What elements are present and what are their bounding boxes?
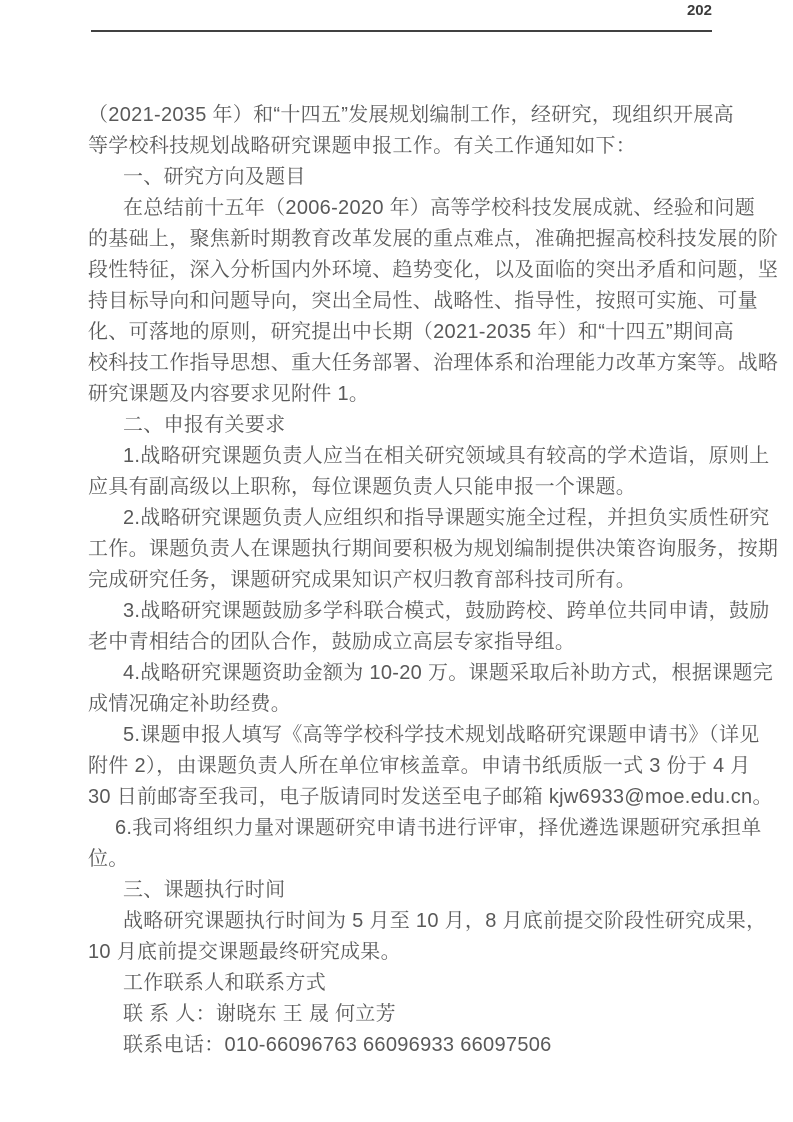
section-heading-1: 一、研究方向及题目 xyxy=(123,166,306,188)
contact-section-heading: 工作联系人和联系方式 xyxy=(123,972,326,994)
document-body xyxy=(88,100,779,1061)
body-line: 3.战略研究课题鼓励多学科联合模式，鼓励跨校、跨单位共同申请，鼓励 xyxy=(123,600,770,622)
body-line: 完成研究任务，课题研究成果知识产权归教育部科技司所有。 xyxy=(88,569,637,591)
contact-names-line: 联 系 人：谢晓东 王 晟 何立芳 xyxy=(123,1003,396,1025)
body-line: 应具有副高级以上职称，每位课题负责人只能申报一个课题。 xyxy=(88,476,637,498)
header-rule xyxy=(91,30,712,32)
body-line: 研究课题及内容要求见附件 1。 xyxy=(88,383,370,405)
body-line: 化、可落地的原则，研究提出中长期（2021-2035 年）和“十四五”期间高 xyxy=(88,321,734,343)
body-line: 6.我司将组织力量对课题研究申请书进行评审，择优遴选课题研究承担单 xyxy=(115,817,762,839)
contact-phone-line: 联系电话：010-66096763 66096933 66097506 xyxy=(123,1034,552,1056)
body-line: （2021-2035 年）和“十四五”发展规划编制工作，经研究，现组织开展高 xyxy=(88,104,734,126)
body-line: 成情况确定补助经费。 xyxy=(88,693,291,715)
page-number: 202 xyxy=(686,2,712,19)
body-line: 老中青相结合的团队合作，鼓励成立高层专家指导组。 xyxy=(88,631,576,653)
body-line: 1.战略研究课题负责人应当在相关研究领域具有较高的学术造诣，原则上 xyxy=(123,445,770,467)
body-line: 位。 xyxy=(88,848,129,870)
body-line: 工作。课题负责人在课题执行期间要积极为规划编制提供决策咨询服务，按期 xyxy=(88,538,779,560)
body-line: 在总结前十五年（2006-2020 年）高等学校科技发展成就、经验和问题 xyxy=(123,197,756,219)
body-line: 的基础上，聚焦新时期教育改革发展的重点难点，准确把握高校科技发展的阶 xyxy=(88,228,779,250)
body-line: 段性特征，深入分析国内外环境、趋势变化，以及面临的突出矛盾和问题，坚 xyxy=(88,259,779,281)
body-line: 附件 2），由课题负责人所在单位审核盖章。申请书纸质版一式 3 份于 4 月 xyxy=(88,755,751,777)
section-heading-3: 三、课题执行时间 xyxy=(123,879,286,901)
body-line: 10 月底前提交课题最终研究成果。 xyxy=(88,941,401,963)
body-line: 等学校科技规划战略研究课题申报工作。有关工作通知如下： xyxy=(88,135,637,157)
section-heading-2: 二、申报有关要求 xyxy=(123,414,286,436)
body-line: 校科技工作指导思想、重大任务部署、治理体系和治理能力改革方案等。战略 xyxy=(88,352,779,374)
body-line: 4.战略研究课题资助金额为 10-20 万。课题采取后补助方式，根据课题完 xyxy=(123,662,774,684)
body-line: 持目标导向和问题导向，突出全局性、战略性、指导性，按照可实施、可量 xyxy=(88,290,758,312)
body-line: 2.战略研究课题负责人应组织和指导课题实施全过程，并担负实质性研究 xyxy=(123,507,770,529)
body-line: 5.课题申报人填写《高等学校科学技术规划战略研究课题申请书》（详见 xyxy=(123,724,760,746)
body-line: 战略研究课题执行时间为 5 月至 10 月，8 月底前提交阶段性研究成果， xyxy=(123,910,767,932)
body-line: 30 日前邮寄至我司，电子版请同时发送至电子邮箱 kjw6933@moe.edu.cn。 xyxy=(88,786,773,808)
